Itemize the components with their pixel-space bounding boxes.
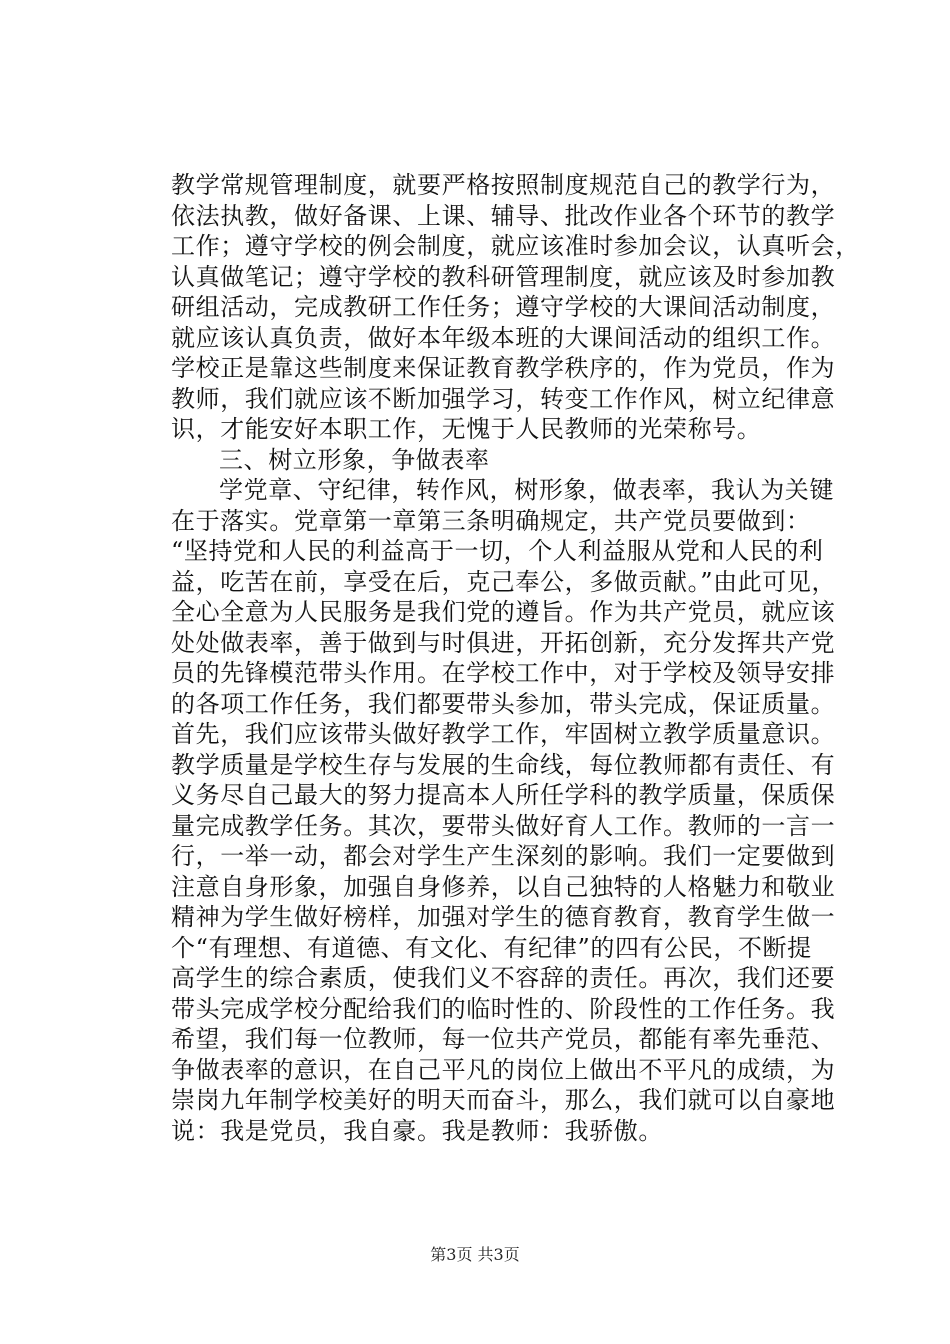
text-line: 首先，我们应该带头做好教学工作，牢固树立教学质量意识。 — [171, 720, 836, 748]
text-line: 崇岗九年制学校美好的明天而奋斗，那么，我们就可以自豪地 — [171, 1086, 836, 1114]
text-line: 量完成教学任务。其次，要带头做好育人工作。教师的一言一 — [171, 811, 836, 840]
text-line: 认真做笔记；遵守学校的教科研管理制度，就应该及时参加教 — [171, 262, 836, 291]
text-line: “坚持党和人民的利益高于一切，个人利益服从党和人民的利 — [171, 537, 824, 565]
text-line: 研组活动，完成教研工作任务；遵守学校的大课间活动制度， — [171, 293, 836, 321]
text-line: 教学常规管理制度，就要严格按照制度规范自己的教学行为， — [171, 171, 836, 199]
text-line: 希望，我们每一位教师，每一位共产党员，都能有率先垂范、 — [171, 1025, 836, 1053]
text-line: 工作；遵守学校的例会制度，就应该准时参加会议，认真听会， — [171, 232, 860, 260]
text-line: 就应该认真负责，做好本年级本班的大课间活动的组织工作。 — [171, 323, 836, 352]
text-line: 义务尽自己最大的努力提高本人所任学科的教学质量，保质保 — [171, 781, 836, 809]
text-line: 在于落实。党章第一章第三条明确规定，共产党员要做到： — [171, 506, 811, 535]
text-line: 学校正是靠这些制度来保证教育教学秩序的，作为党员，作为 — [171, 354, 836, 382]
document-body — [171, 170, 860, 1146]
page-number-footer: 第3页 共3页 — [430, 1245, 520, 1264]
text-line: 带头完成学校分配给我们的临时性的、阶段性的工作任务。我 — [171, 994, 836, 1023]
text-line: 争做表率的意识，在自己平凡的岗位上做出不平凡的成绩，为 — [171, 1055, 836, 1084]
text-line: 员的先锋模范带头作用。在学校工作中，对于学校及领导安排 — [171, 659, 836, 687]
text-line: 行，一举一动，都会对学生产生深刻的影响。我们一定要做到 — [171, 842, 836, 870]
text-line: 处处做表率，善于做到与时俱进，开拓创新，充分发挥共产党 — [171, 628, 836, 657]
text-line: 益，吃苦在前，享受在后，克己奉公，多做贡献。”由此可见， — [171, 567, 837, 596]
text-line: 全心全意为人民服务是我们党的遵旨。作为共产党员，就应该 — [171, 598, 836, 626]
text-line: 注意自身形象，加强自身修养，以自己独特的人格魅力和敬业 — [171, 872, 836, 901]
text-line: 依法执教，做好备课、上课、辅导、批改作业各个环节的教学 — [171, 201, 836, 230]
text-line: 的各项工作任务，我们都要带头参加，带头完成，保证质量。 — [171, 689, 836, 718]
text-line: 个“有理想、有道德、有文化、有纪律”的四有公民，不断提 — [171, 933, 812, 962]
text-line: 识，才能安好本职工作，无愧于人民教师的光荣称号。 — [171, 415, 762, 443]
section-heading: 三、树立形象，争做表率 — [219, 445, 490, 474]
text-line: 教学质量是学校生存与发展的生命线，每位教师都有责任、有 — [171, 750, 836, 779]
text-line: 教师，我们就应该不断加强学习，转变工作作风，树立纪律意 — [171, 384, 836, 413]
text-line: 精神为学生做好榜样，加强对学生的德育教育，教育学生做一 — [171, 903, 836, 931]
text-line: 说：我是党员，我自豪。我是教师：我骄傲。 — [171, 1116, 663, 1145]
text-line: 高学生的综合素质，使我们义不容辞的责任。再次，我们还要 — [171, 964, 836, 992]
paragraph-first-line: 学党章、守纪律，转作风，树形象，做表率，我认为关键 — [219, 476, 834, 504]
